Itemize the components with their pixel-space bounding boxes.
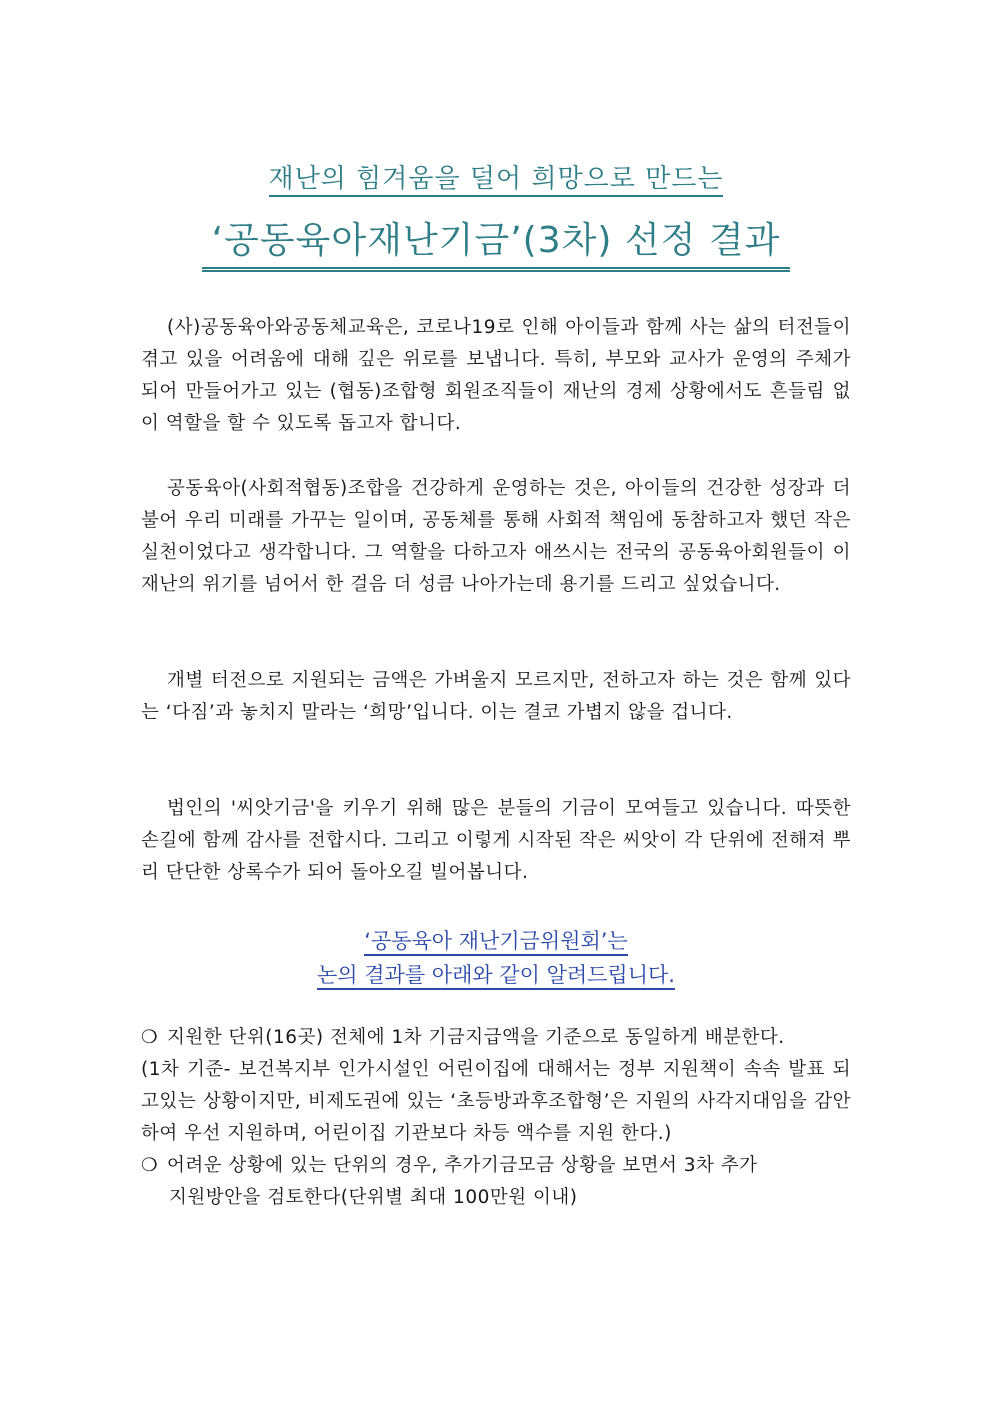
decision-item-2-text: 어려운 상황에 있는 단위의 경우, 추가기금모금 상황을 보면서 3차 추가 bbox=[167, 1155, 758, 1176]
paragraph-4: 법인의 '씨앗기금'을 키우기 위해 많은 분들의 기금이 모여들고 있습니다. 따뜻한 손길에 함께 감사를 전합시다. 그리고 이렇게 시작된 작은 씨앗이 각 단위에 전해져 뿌리 단단한 상록수가 되어 돌아오길 빌어봅니다. bbox=[141, 798, 851, 883]
subtitle-text: 재난의 힘겨움을 덜어 희망으로 만드는 bbox=[269, 164, 724, 197]
decision-item-2-continuation: 지원방안을 검토한다(단위별 최대 100만원 이내) bbox=[169, 1187, 578, 1208]
document-subtitle bbox=[0, 158, 992, 195]
decision-item-1 bbox=[141, 1022, 851, 1054]
notice-line-1-text: ‘공동육아 재난기금위원회’는 bbox=[364, 929, 627, 956]
document-title bbox=[0, 212, 992, 272]
decision-item-2 bbox=[141, 1150, 851, 1182]
notice-line-2 bbox=[0, 958, 992, 992]
circle-bullet-icon: ❍ bbox=[141, 1027, 159, 1048]
notice-line-2-text: 논의 결과를 아래와 같이 알려드립니다. bbox=[317, 963, 675, 990]
notice-line-1 bbox=[0, 924, 992, 958]
paragraph-2: 공동육아(사회적협동)조합을 건강하게 운영하는 것은, 아이들의 건강한 성장과 더불어 우리 미래를 가꾸는 일이며, 공동체를 통해 사회적 책임에 동참하고자 했던 작은 실천이었다고 생각합니다. 그 역할을 다하고자 애쓰시는 전국의 공동육아회원들이 이 재난의 위기를 넘어서 한 걸음 더 성큼 나아가는데 용기를 드리고 싶었습니다. bbox=[141, 478, 851, 595]
paragraph-1: (사)공동육아와공동체교육은, 코로나19로 인해 아이들과 함께 사는 삶의 터전들이 겪고 있을 어려움에 대해 깊은 위로를 보냅니다. 특히, 부모와 교사가 운영의 주체가 되어 만들어가고 있는 (협동)조합형 회원조직들이 재난의 경제 상황에서도 흔들림 없이 역할을 할 수 있도록 돕고자 합니다. bbox=[141, 317, 851, 434]
decision-item-1-note: (1차 기준- 보건복지부 인가시설인 어린이집에 대해서는 정부 지원책이 속속 발표 되고있는 상황이지만, 비제도권에 있는 ‘초등방과후조합형’은 지원의 사각지대임을 감안하여 우선 지원하며, 어린이집 기관보다 차등 액수를 지원 한다.) bbox=[141, 1059, 851, 1144]
decision-list bbox=[141, 1022, 851, 1214]
decision-item-1-text: 지원한 단위(16곳) 전체에 1차 기금지급액을 기준으로 동일하게 배분한다. bbox=[167, 1027, 785, 1048]
title-text: ‘공동육아재난기금’(3차) 선정 결과 bbox=[202, 212, 791, 272]
circle-bullet-icon: ❍ bbox=[141, 1155, 159, 1176]
paragraph-3: 개별 터전으로 지원되는 금액은 가벼울지 모르지만, 전하고자 하는 것은 함께 있다는 ‘다짐’과 놓치지 말라는 ‘희망’입니다. 이는 결코 가볍지 않을 겁니다. bbox=[141, 670, 851, 723]
